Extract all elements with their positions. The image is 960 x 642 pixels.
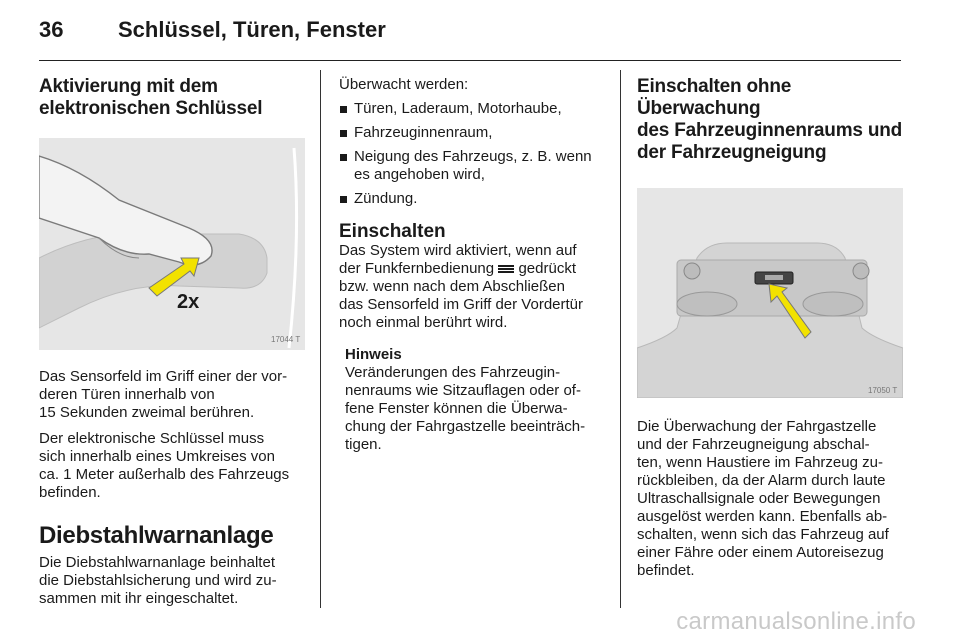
- list-item: [339, 100, 605, 118]
- heading-line: der Fahrzeugneigung: [637, 142, 827, 163]
- text-line: Der elektronische Schlüssel muss: [39, 430, 265, 447]
- paragraph-deactivate: [637, 418, 903, 580]
- door-handle-illustration: [39, 138, 305, 350]
- text-line: befindet.: [637, 562, 695, 579]
- text-line: deren Türen innerhalb von: [39, 386, 215, 403]
- text-line: noch einmal berührt wird.: [339, 314, 508, 331]
- column-2: [339, 76, 605, 454]
- figure-label-2x: 2x: [177, 291, 200, 313]
- text-line: tigen.: [345, 436, 382, 453]
- text-line: die Diebstahlsicherung und wird zu-: [39, 572, 277, 589]
- header-rule: [39, 60, 901, 61]
- list-item: [339, 190, 605, 208]
- roof-console-illustration: [637, 188, 903, 398]
- text-line: chung der Fahrgastzelle beeinträch-: [345, 418, 586, 435]
- page-number: 36: [39, 17, 64, 42]
- subheading-activate: Einschalten: [339, 221, 446, 242]
- text-line: das Sensorfeld im Griff der Vordertür: [339, 296, 583, 313]
- figure-roof-console: [637, 188, 903, 398]
- figure-code: 17050 T: [868, 386, 898, 395]
- text-line: einer Fähre oder einem Autoreisezug: [637, 544, 884, 561]
- text-line: Zündung.: [354, 190, 418, 207]
- reading-light-left: [684, 263, 700, 279]
- heading-line: des Fahrzeuginnenraums und: [637, 120, 903, 141]
- heading-line: Einschalten ohne Überwachung: [637, 76, 792, 119]
- figure-door-handle: [39, 138, 305, 350]
- text-line: ten, wenn Haustiere im Fahrzeug zu-: [637, 454, 883, 471]
- text-line: und der Fahrzeugneigung abschal-: [637, 436, 870, 453]
- note-box: [345, 346, 605, 454]
- button-symbol: [765, 275, 783, 280]
- text-line: ca. 1 Meter außerhalb des Fahrzeugs: [39, 466, 290, 483]
- text-line: Ultraschallsignale oder Bewegungen: [637, 490, 881, 507]
- text-line: bzw. wenn nach dem Abschließen: [339, 278, 565, 295]
- paragraph-alarm: [39, 554, 305, 608]
- lock-button-icon: [498, 264, 514, 274]
- note-text: [345, 364, 605, 454]
- text-line: Das Sensorfeld im Griff einer der vor-: [39, 368, 288, 385]
- text-line: es angehoben wird,: [354, 166, 485, 183]
- text-line: befinden.: [39, 484, 101, 501]
- column-1: [39, 76, 305, 608]
- column-3: [637, 76, 903, 580]
- text-line: 15 Sekunden zweimal berühren.: [39, 404, 255, 421]
- text-line: nenraums wie Sitzauflagen oder of-: [345, 382, 581, 399]
- monitored-intro: Überwacht werden:: [339, 76, 469, 93]
- text-line: Die Überwachung der Fahrgastzelle: [637, 418, 877, 435]
- monitored-list: [339, 100, 605, 208]
- text-line: ausgelöst werden kann. Ebenfalls ab-: [637, 508, 888, 525]
- list-item: [339, 124, 605, 142]
- heading-line: Aktivierung mit dem: [39, 76, 218, 97]
- text-line: Die Diebstahlwarnanlage beinhaltet: [39, 554, 275, 571]
- lamp-lens-left: [677, 292, 737, 316]
- section-heading-deactivate-monitoring: [637, 76, 903, 164]
- text-line: Veränderungen des Fahrzeugin-: [345, 364, 561, 381]
- page-title: Schlüssel, Türen, Fenster: [118, 17, 386, 42]
- note-label: Hinweis: [345, 346, 402, 363]
- list-item: [339, 148, 605, 184]
- text-line: Türen, Laderaum, Motorhaube,: [354, 100, 562, 117]
- text-line: der Funkfernbedienung: [339, 260, 499, 277]
- text-line: rückbleiben, da der Alarm durch laute: [637, 472, 886, 489]
- paragraph-activate: [339, 242, 605, 332]
- text-line: sich innerhalb eines Umkreises von: [39, 448, 275, 465]
- text-line: gedrückt: [514, 260, 576, 277]
- watermark: carmanualsonline.info: [676, 608, 916, 635]
- text-line: Das System wird aktiviert, wenn auf: [339, 242, 577, 259]
- paragraph-key-range: [39, 430, 305, 502]
- section-heading-electronic-key: [39, 76, 305, 120]
- text-line: Neigung des Fahrzeugs, z. B. wenn: [354, 148, 592, 165]
- column-divider-2: [620, 70, 621, 608]
- section-heading-alarm: Diebstahlwarnanlage: [39, 522, 274, 549]
- column-divider-1: [320, 70, 321, 608]
- text-line: schalten, wenn sich das Fahrzeug auf: [637, 526, 889, 543]
- heading-line: elektronischen Schlüssel: [39, 98, 263, 119]
- figure-code: 17044 T: [271, 335, 301, 344]
- reading-light-right: [853, 263, 869, 279]
- text-line: sammen mit ihr eingeschaltet.: [39, 590, 239, 607]
- paragraph-sensor: [39, 368, 305, 422]
- text-line: fene Fenster können die Überwa-: [345, 400, 568, 417]
- text-line: Fahrzeuginnenraum,: [354, 124, 493, 141]
- lamp-lens-right: [803, 292, 863, 316]
